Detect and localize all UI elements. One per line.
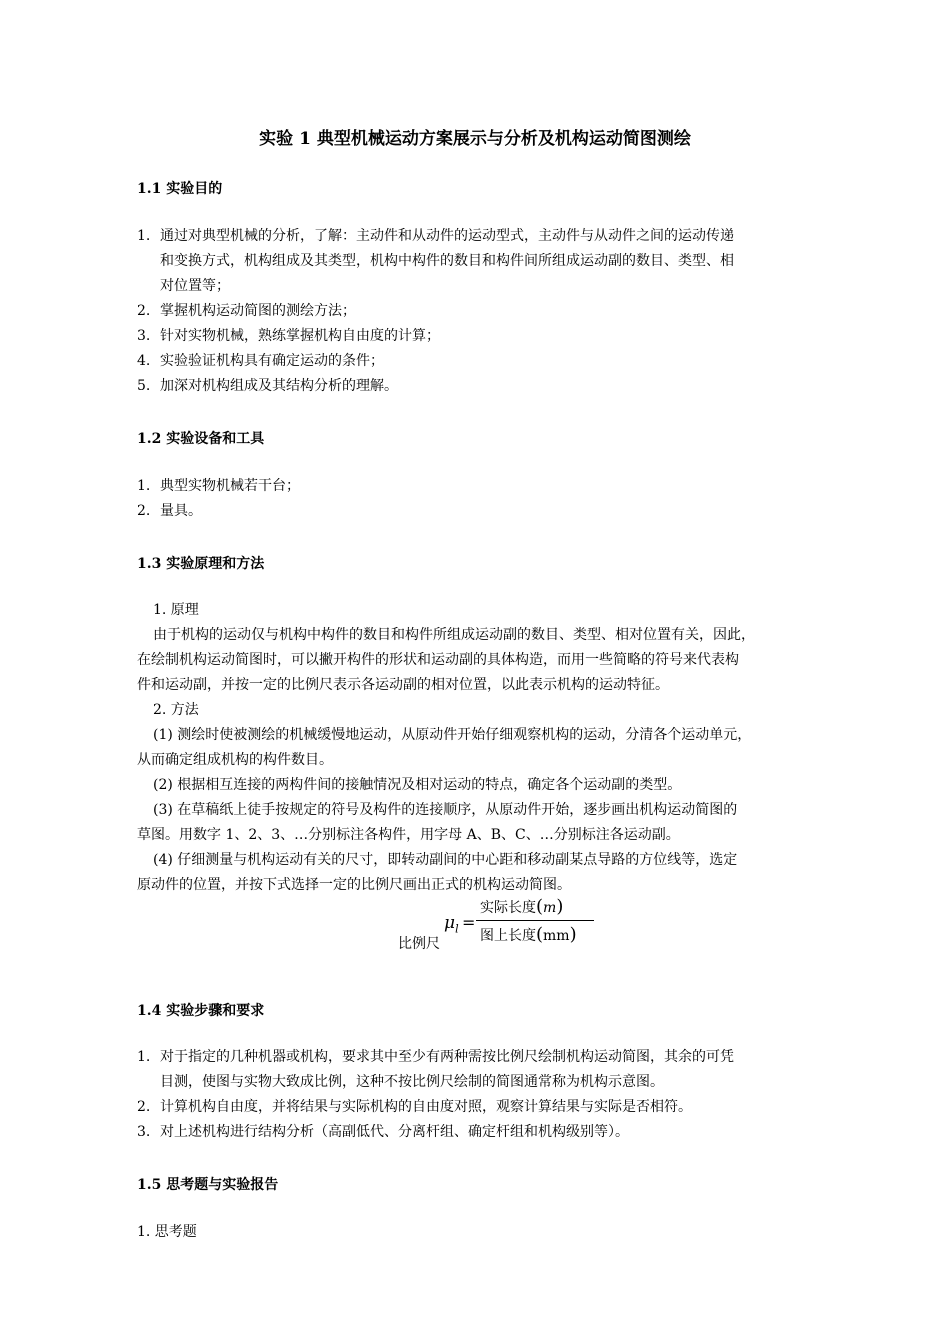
- list-number: 1.: [137, 228, 151, 244]
- list-number: 3.: [137, 1124, 151, 1140]
- paragraph-line: (4) 仔细测量与机构运动有关的尺寸，即转动副间的中心距和移动副某点导路的方位线等，选定: [153, 852, 738, 868]
- subsection-label: 1. 思考题: [137, 1224, 197, 1240]
- paragraph-line: 原动件的位置，并按下式选择一定的比例尺画出正式的机构运动简图。: [137, 877, 571, 893]
- paragraph-line: (3) 在草稿纸上徒手按规定的符号及构件的连接顺序，从原动件开始，逐步画出机构运动简图的: [153, 802, 738, 818]
- list-item-text: 计算机构自由度，并将结果与实际机构的自由度对照，观察计算结果与实际是否相符。: [160, 1099, 692, 1115]
- section-heading-1-3: 1.3 实验原理和方法: [137, 556, 265, 572]
- list-number: 2.: [137, 1099, 151, 1115]
- paragraph-line: 草图。用数字 1、2、3、…分别标注各构件，用字母 A、B、C、…分别标注各运动副。: [137, 827, 680, 843]
- section-heading-1-4: 1.4 实验步骤和要求: [137, 1003, 265, 1019]
- section-heading-1-5: 1.5 思考题与实验报告: [137, 1177, 279, 1193]
- list-item-text: 加深对机构组成及其结构分析的理解。: [160, 378, 398, 394]
- paragraph-line: 由于机构的运动仅与机构中构件的数目和构件所组成运动副的数目、类型、相对位置有关，因此，: [153, 627, 755, 643]
- section-heading-1-2: 1.2 实验设备和工具: [137, 431, 265, 447]
- formula-denominator: 图上长度(mm): [480, 924, 577, 945]
- subsection-label: 1. 原理: [153, 602, 199, 618]
- list-item-text: 通过对典型机械的分析，了解：主动件和从动件的运动型式，主动件与从动件之间的运动传递: [160, 228, 734, 244]
- paragraph-line: (1) 测绘时使被测绘的机械缓慢地运动，从原动件开始仔细观察机构的运动，分清各个运动单元，: [153, 727, 752, 743]
- scale-formula: [396, 895, 616, 951]
- list-item-text: 量具。: [160, 503, 202, 519]
- list-number: 1.: [137, 1049, 151, 1065]
- paragraph-line: (2) 根据相互连接的两构件间的接触情况及相对运动的特点，确定各个运动副的类型。: [153, 777, 682, 793]
- list-item-text: 针对实物机械，熟练掌握机构自由度的计算；: [160, 328, 440, 344]
- formula-symbol: $\mu_l$: [444, 913, 459, 936]
- formula-label: 比例尺: [398, 936, 440, 952]
- formula-equals: =: [462, 913, 476, 932]
- list-item-text: 对上述机构进行结构分析（高副低代、分离杆组、确定杆组和机构级别等）。: [160, 1124, 629, 1140]
- paragraph-line: 从而确定组成机构的构件数目。: [137, 752, 333, 768]
- list-number: 1.: [137, 478, 151, 494]
- page-title: 实验 1 典型机械运动方案展示与分析及机构运动简图测绘: [259, 129, 691, 149]
- list-number: 2.: [137, 503, 151, 519]
- section-heading-1-1: 1.1 实验目的: [137, 181, 223, 197]
- list-number: 2.: [137, 303, 151, 319]
- list-item-text: 对于指定的几种机器或机构，要求其中至少有两种需按比例尺绘制机构运动简图，其余的可凭: [160, 1049, 734, 1065]
- list-number: 5.: [137, 378, 151, 394]
- list-number: 4.: [137, 353, 151, 369]
- list-item-text: 目测，使图与实物大致成比例，这种不按比例尺绘制的简图通常称为机构示意图。: [160, 1074, 664, 1090]
- paragraph-line: 件和运动副，并按一定的比例尺表示各运动副的相对位置，以此表示机构的运动特征。: [137, 677, 669, 693]
- list-item-text: 实验验证机构具有确定运动的条件；: [160, 353, 384, 369]
- list-item-text: 和变换方式，机构组成及其类型，机构中构件的数目和构件间所组成运动副的数目、类型、相: [160, 253, 734, 269]
- subsection-label: 2. 方法: [153, 702, 199, 718]
- list-item-text: 掌握机构运动简图的测绘方法；: [160, 303, 356, 319]
- list-number: 3.: [137, 328, 151, 344]
- paragraph-line: 在绘制机构运动简图时，可以撇开构件的形状和运动副的具体构造，而用一些简略的符号来代表构: [137, 652, 739, 668]
- list-item-text: 典型实物机械若干台；: [160, 478, 300, 494]
- formula-numerator: 实际长度(m): [480, 896, 564, 917]
- list-item-text: 对位置等；: [160, 278, 230, 294]
- fraction-bar: [476, 920, 594, 921]
